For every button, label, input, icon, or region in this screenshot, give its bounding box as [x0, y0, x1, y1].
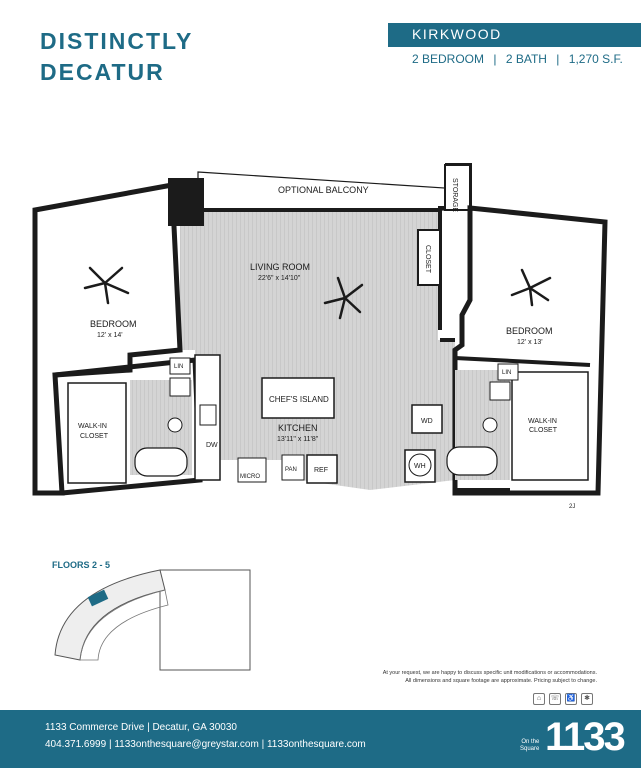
kitchen-label: KITCHEN	[278, 423, 318, 433]
water-heater-label: WH	[414, 463, 426, 470]
logo-tagline	[520, 739, 539, 753]
tty-icon: ☏	[549, 693, 561, 705]
balcony-label: OPTIONAL BALCONY	[278, 185, 369, 195]
right-toilet	[483, 418, 497, 432]
disclaimer	[340, 669, 597, 685]
plan-code: 2J	[569, 504, 576, 510]
living-floor	[180, 210, 455, 490]
spec-separator: |	[493, 52, 497, 66]
right-bedroom-label: BEDROOM	[506, 326, 553, 336]
brand-line-2: DECATUR	[40, 59, 165, 85]
storage-label: STORAGE	[451, 178, 458, 213]
refrigerator-label: REF	[314, 467, 328, 474]
dishwasher-label: DW	[206, 442, 218, 449]
unit-bedrooms: 2 BEDROOM	[412, 52, 485, 66]
left-bedroom-label: BEDROOM	[90, 319, 137, 329]
left-tub	[135, 448, 187, 476]
spec-separator: |	[556, 52, 560, 66]
footer-contact: 404.371.6999 | 1133onthesquare@greystar.com | 1133onthesquare.com	[45, 739, 366, 750]
left-lin-label: LIN	[174, 364, 184, 370]
pet-friendly-icon: ✱	[581, 693, 593, 705]
right-walkin-closet	[512, 372, 588, 480]
right-sink	[490, 382, 510, 400]
left-bedroom-fan	[85, 268, 128, 303]
floors-label: FLOORS 2 - 5	[52, 560, 111, 570]
unit-name: KIRKWOOD	[412, 26, 502, 42]
left-toilet	[168, 418, 182, 432]
unit-sqft: 1,270 S.F.	[568, 52, 623, 66]
floors-keyplan	[55, 570, 250, 670]
right-lin-label: LIN	[502, 370, 512, 376]
right-bedroom-fan	[512, 270, 550, 305]
equal-housing-icon: ⌂	[533, 693, 545, 705]
logo-square: Square	[520, 746, 540, 752]
disclaimer-line-1: At your request, we are happy to discuss specific unit modifications or accommodations.	[382, 670, 597, 676]
footer-address: 1133 Commerce Drive | Decatur, GA 30030	[45, 722, 237, 733]
right-bedroom-dimensions: 12' x 13'	[517, 339, 543, 346]
logo-number: 1133	[545, 715, 624, 759]
right-walkin-label-1: WALK-IN	[528, 418, 557, 425]
logo-on-the: On the	[521, 739, 540, 745]
disclaimer-line-2: All dimensions and square footage are approximate. Pricing subject to change.	[405, 678, 597, 684]
living-room-dimensions: 22'6" x 14'10"	[258, 275, 301, 282]
living-room-label: LIVING ROOM	[250, 262, 311, 272]
left-walkin-label-2: CLOSET	[80, 433, 109, 440]
closet-label: CLOSET	[424, 245, 431, 274]
microwave-label: MICRO	[240, 474, 260, 480]
kitchen-sink	[200, 405, 216, 425]
structural-column	[168, 178, 204, 226]
kitchen-dimensions: 13'11" x 11'8"	[277, 436, 319, 443]
right-tub	[447, 447, 497, 475]
footer	[0, 710, 641, 768]
left-walkin-label-1: WALK-IN	[78, 423, 107, 430]
chefs-island-label: CHEF'S ISLAND	[269, 395, 329, 404]
brand-line-1: DISTINCTLY	[40, 28, 194, 54]
pantry-label: PAN	[285, 467, 297, 473]
accessibility-icons	[533, 693, 593, 705]
left-sink	[170, 378, 190, 396]
wheelchair-icon: ♿	[565, 693, 577, 705]
right-walkin-label-2: CLOSET	[529, 427, 558, 434]
washer-dryer-label: WD	[421, 418, 433, 425]
left-bedroom-dimensions: 12' x 14'	[97, 332, 123, 339]
unit-baths: 2 BATH	[505, 52, 547, 66]
